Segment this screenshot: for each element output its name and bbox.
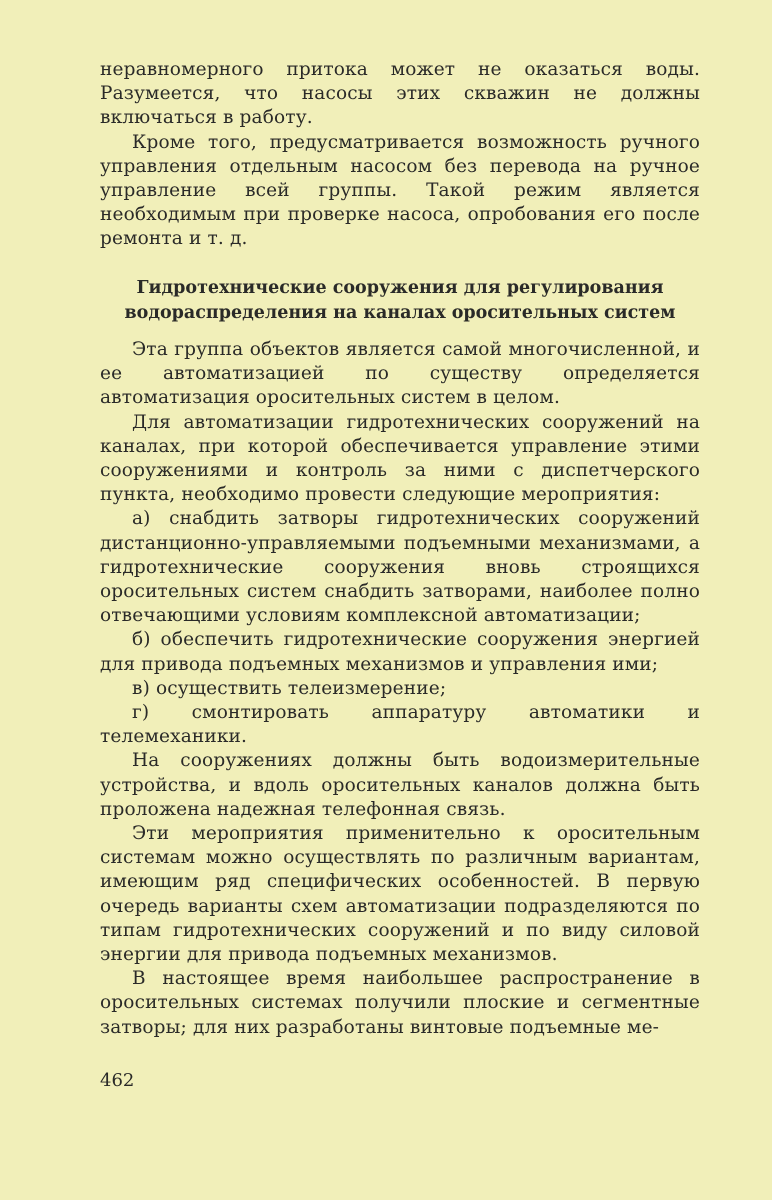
section-heading [100, 276, 700, 326]
paragraph: В настоящее время наибольшее распространение в оросительных системах получили плоские и сегментные затворы; для них разработаны винтовые подъемные ме- [100, 968, 700, 1038]
paragraph: Эти мероприятия применительно к оросительным системам можно осуществлять по различным вариантам, имеющим ряд специфических особенностей. В первую очередь варианты схем автоматизации подразделяются по типам гидротехнических сооружений и по виду силовой энергии для привода подъемных механизмов. [100, 823, 700, 966]
page-number: 462 [100, 1070, 135, 1091]
list-item: б) обеспечить гидротехнические сооружения энергией для привода подъемных механизмов и управления ими; [100, 629, 700, 675]
paragraph: На сооружениях должны быть водоизмерительные устройства, и вдоль оросительных каналов должна быть проложена надежная телефонная связь. [100, 750, 700, 820]
paragraph: Эта группа объектов является самой многочисленной, и ее автоматизацией по существу определяется автоматизация оросительных систем в целом. [100, 339, 700, 409]
list-item: в) осуществить телеизмерение; [132, 677, 447, 699]
section-heading-line: водораспределения на каналах оросительных систем [124, 303, 676, 323]
paragraph: Кроме того, предусматривается возможность ручного управления отдельным насосом без перевода на ручное управление всей группы. Такой режим является необходимым при проверке насоса, опробования его после ремонта и т. д. [100, 131, 700, 250]
list-item: г) смонтировать аппаратуру автоматики и телемеханики. [100, 702, 700, 748]
section-text-block [100, 338, 700, 1040]
paragraph: Для автоматизации гидротехнических сооружений на каналах, при которой обеспечивается управление этими сооружениями и контроль за ними с диспетчерского пункта, необходимо провести следующие мероприятия: [100, 411, 700, 506]
list-item: а) снабдить затворы гидротехнических сооружений дистанционно-управляемыми подъемными механизмами, а гидротехнические сооружения вновь строящихся оросительных систем снабдить затворами, наиболее полно отвечающими условиям комплексной автоматизации; [100, 508, 700, 627]
section-heading-line: Гидротехнические сооружения для регулирования [136, 278, 664, 298]
intro-text-block [100, 58, 700, 252]
paragraph: неравномерного притока может не оказаться воды. Разумеется, что насосы этих скважин не должны включаться в работу. [100, 59, 700, 129]
